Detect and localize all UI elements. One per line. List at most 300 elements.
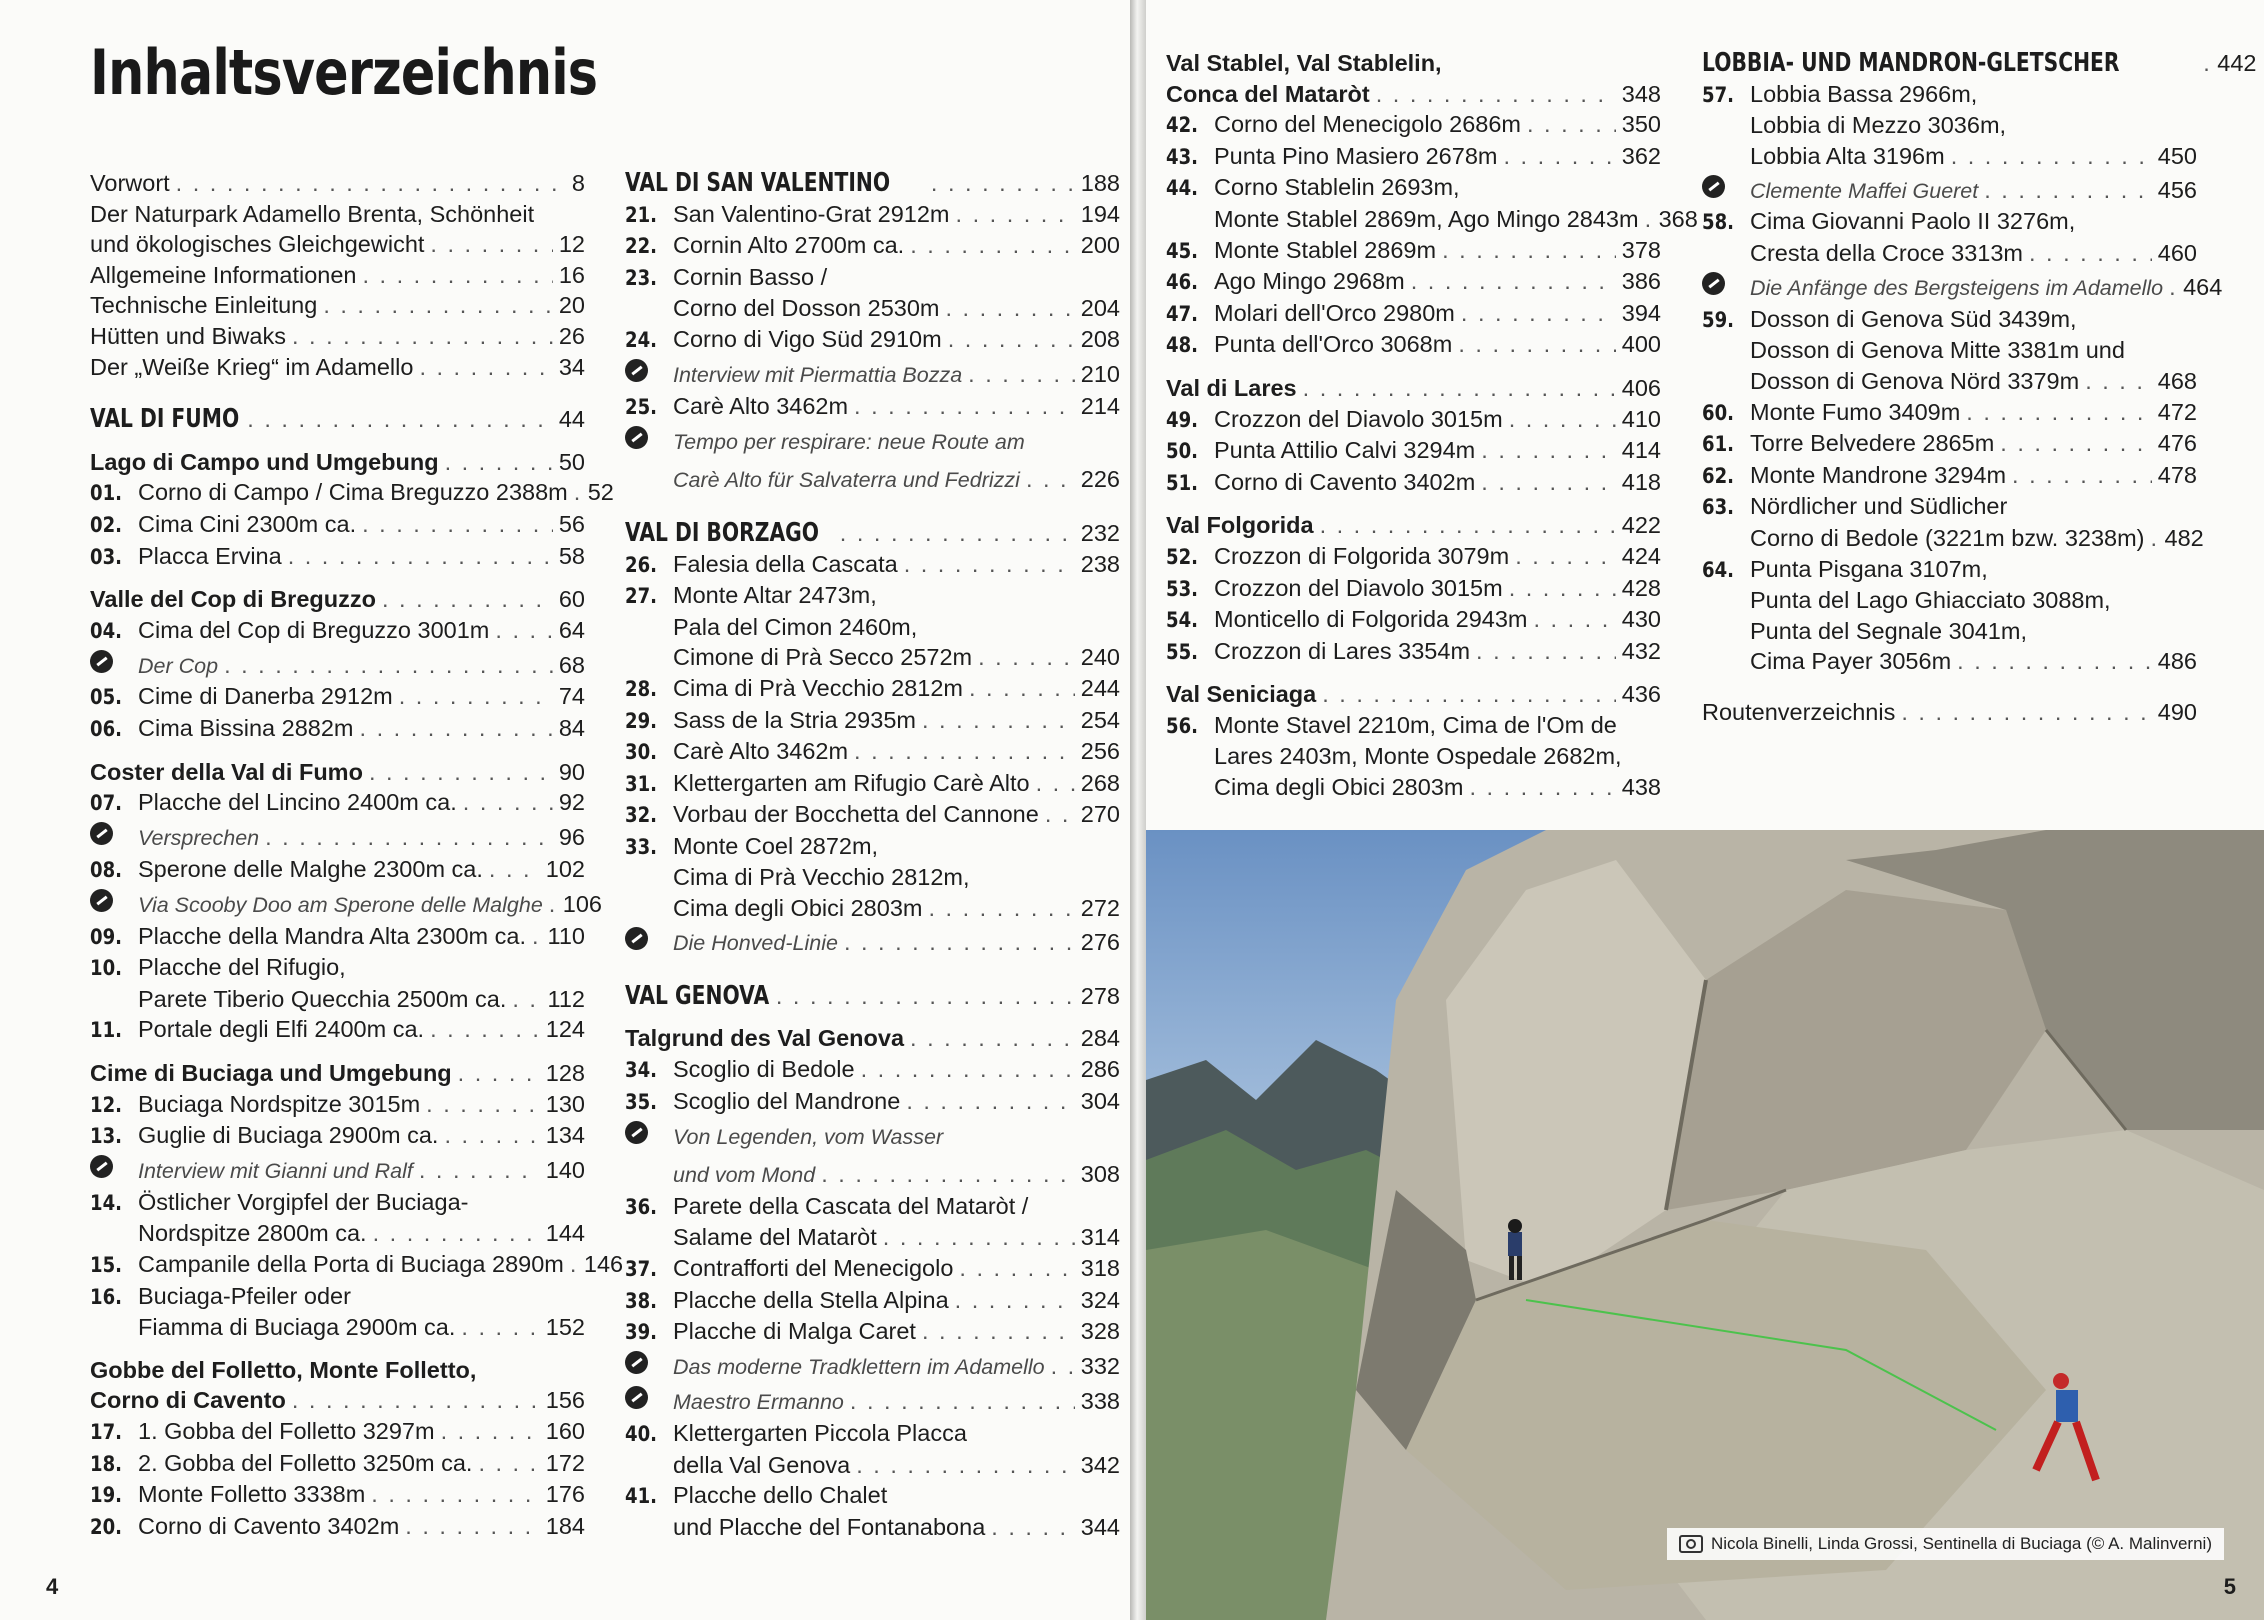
- route-number: 33.: [625, 834, 657, 859]
- entry-title: Salame del Mataròt: [673, 1224, 877, 1251]
- toc-entry: [1166, 298, 1661, 330]
- dot-leader: [1469, 772, 1615, 803]
- entry-title: Guglie di Buciaga 2900m ca.: [138, 1122, 439, 1149]
- dot-leader: [1320, 510, 1616, 541]
- route-number: 17.: [90, 1419, 122, 1444]
- entry-title: Clemente Maffei Gueret: [1750, 178, 1979, 203]
- route-number: 12.: [90, 1092, 122, 1117]
- toc-entry: [1166, 573, 1661, 605]
- toc-entry: [90, 1058, 585, 1089]
- entry-title: Placche della Stella Alpina: [673, 1286, 949, 1313]
- toc-entry: [1166, 510, 1661, 541]
- entry-title: Sperone delle Malghe 2300m ca.: [138, 855, 483, 882]
- toc-entry: [90, 541, 585, 573]
- entry-title: Buciaga-Pfeiler oder: [138, 1282, 351, 1309]
- dot-leader: [2203, 48, 2211, 79]
- story-marker-icon: [1702, 171, 1750, 201]
- route-number: 59.: [1702, 307, 1734, 332]
- toc-entry: [90, 321, 585, 352]
- dot-leader: [288, 541, 553, 572]
- toc-entry: [1166, 404, 1661, 436]
- toc-entry: [625, 1117, 1120, 1152]
- entry-title: Monte Stablel 2869m: [1214, 236, 1437, 263]
- dot-leader: [1481, 467, 1616, 498]
- entry-title: Gobbe del Folletto, Monte Folletto,: [90, 1356, 477, 1383]
- dot-leader: [373, 1218, 540, 1249]
- route-number: 51.: [1166, 470, 1198, 495]
- entry-title: Punta Attilio Calvi 3294m: [1214, 437, 1476, 464]
- entry-page: 140: [545, 1157, 585, 1184]
- dot-leader: [419, 352, 552, 383]
- entry-page: 430: [1621, 606, 1661, 633]
- toc-entry: [625, 1054, 1120, 1086]
- entry-page: 314: [1080, 1224, 1120, 1251]
- toc-entry: [625, 705, 1120, 737]
- entry-page: 226: [1080, 466, 1120, 493]
- toc-entry: [1166, 772, 1661, 803]
- toc-entry: [625, 1086, 1120, 1118]
- toc-entry: [625, 1480, 1120, 1512]
- dot-leader: [574, 477, 582, 508]
- entry-title: Nordspitze 2800m ca.: [138, 1220, 367, 1247]
- toc-entry: [625, 642, 1120, 673]
- toc-entry: [90, 290, 585, 321]
- dot-leader: [946, 293, 1075, 324]
- entry-title: Torre Belvedere 2865m: [1750, 430, 1995, 457]
- entry-page: 328: [1080, 1318, 1120, 1345]
- route-number: 34.: [625, 1057, 657, 1082]
- story-marker-icon: [625, 356, 673, 386]
- photo-illustration: [1146, 830, 2264, 1620]
- dot-leader: [265, 822, 553, 853]
- entry-title: Campanile della Porta di Buciaga 2890m: [138, 1251, 564, 1277]
- toc-entry: [1166, 109, 1661, 141]
- entry-title: Molari dell'Orco 2980m: [1214, 299, 1455, 326]
- dot-leader: [445, 447, 553, 478]
- entry-page: 194: [1080, 200, 1120, 227]
- dot-leader: [955, 1285, 1075, 1316]
- entry-title: LOBBIA- UND MANDRON-GLETSCHER: [1702, 48, 2120, 78]
- right-page: [1146, 0, 2264, 1620]
- toc-entry: [625, 673, 1120, 705]
- story-marker-icon: [90, 1152, 138, 1182]
- entry-title: Punta del Segnale 3041m,: [1750, 617, 2027, 644]
- entry-title: Carè Alto 3462m: [673, 392, 849, 419]
- dot-leader: [922, 705, 1075, 736]
- dot-leader: [382, 584, 553, 615]
- toc-entry: [90, 1511, 585, 1543]
- page-number-right: 5: [2223, 1574, 2236, 1599]
- entry-title: Ago Mingo 2968m: [1214, 268, 1405, 295]
- dot-leader: [856, 1450, 1075, 1481]
- dot-leader: [1051, 1351, 1075, 1382]
- dot-leader: [854, 736, 1075, 767]
- dot-leader: [1509, 573, 1616, 604]
- toc-entry: [1702, 697, 2197, 728]
- entry-title: Cime di Danerba 2912m: [138, 683, 393, 710]
- entry-title: Fiamma di Buciaga 2900m ca.: [138, 1314, 456, 1341]
- route-number: 28.: [625, 676, 657, 701]
- dot-leader: [224, 650, 553, 681]
- entry-page: 152: [545, 1314, 585, 1341]
- toc-entry: [90, 1385, 585, 1416]
- dot-leader: [362, 509, 553, 540]
- entry-page: 428: [1621, 574, 1661, 601]
- entry-page: 490: [2157, 698, 2197, 725]
- entry-page: 436: [1621, 681, 1661, 708]
- entry-page: 128: [545, 1059, 585, 1086]
- dot-leader: [1481, 435, 1616, 466]
- dot-leader: [969, 673, 1075, 704]
- entry-page: 468: [2157, 367, 2197, 394]
- toc-entry: [1702, 460, 2197, 492]
- toc-entry: [625, 924, 1120, 959]
- entry-title: Corno di Cavento 3402m: [1214, 468, 1476, 495]
- entry-title: Corno Stablelin 2693m,: [1214, 174, 1460, 201]
- dot-leader: [1534, 604, 1616, 635]
- entry-title: Cima Payer 3056m: [1750, 648, 1952, 675]
- route-number: 58.: [1702, 210, 1734, 235]
- entry-title: Dosson di Genova Süd 3439m,: [1750, 305, 2077, 332]
- toc-entry: [625, 862, 1120, 893]
- dot-leader: [489, 854, 540, 885]
- dot-leader: [1476, 636, 1616, 667]
- entry-page: 244: [1080, 674, 1120, 701]
- dot-leader: [176, 168, 566, 199]
- page-number-left: 4: [46, 1574, 59, 1599]
- entry-title: Placche del Lincino 2400m ca.: [138, 789, 457, 816]
- entry-page: 286: [1080, 1055, 1120, 1082]
- dot-leader: [419, 1155, 540, 1186]
- toc-entry: [625, 893, 1120, 924]
- route-number: 54.: [1166, 608, 1198, 633]
- route-number: 07.: [90, 791, 122, 816]
- dot-leader: [478, 1448, 539, 1479]
- route-number: 47.: [1166, 301, 1198, 326]
- toc-entry: [625, 1450, 1120, 1481]
- toc-entry: [1166, 679, 1661, 710]
- entry-page: 270: [1080, 801, 1120, 828]
- route-number: 24.: [625, 327, 657, 352]
- toc-entry: [1702, 428, 2197, 460]
- toc-entry: [625, 1418, 1120, 1450]
- entry-title: Val Stablel, Val Stablelin,: [1166, 50, 1442, 76]
- entry-title: Der Cop: [138, 653, 219, 678]
- entry-title: Scoglio del Mandrone: [673, 1087, 901, 1114]
- toc-entry: [625, 356, 1120, 391]
- route-number: 40.: [625, 1421, 657, 1446]
- dot-leader: [2085, 366, 2152, 397]
- route-number: 55.: [1166, 639, 1198, 664]
- route-number: 52.: [1166, 544, 1198, 569]
- toc-entry: [1166, 435, 1661, 467]
- entry-title: Maestro Ermanno: [673, 1390, 844, 1415]
- entry-page: 60: [558, 586, 585, 613]
- toc-entry: [625, 457, 1120, 496]
- toc-entry: [1702, 79, 2197, 111]
- entry-page: 52: [587, 479, 614, 506]
- entry-page: 96: [558, 824, 585, 851]
- toc-entry: [90, 819, 585, 854]
- entry-title: Die Honved-Linie: [673, 931, 838, 956]
- route-number: 15.: [90, 1253, 122, 1277]
- entry-title: Lobbia Bassa 2966m,: [1750, 80, 1978, 107]
- dot-leader: [549, 889, 557, 920]
- entry-page: 308: [1080, 1161, 1120, 1188]
- toc-entry: [1702, 269, 2223, 304]
- toc-entry: [1166, 172, 1661, 204]
- dot-leader: [1515, 541, 1616, 572]
- entry-title: Val Folgorida: [1166, 512, 1314, 539]
- toc-entry: [1166, 541, 1661, 573]
- entry-title: Der „Weiße Krieg“ im Adamello: [90, 353, 414, 380]
- route-number: 32.: [625, 803, 657, 828]
- entry-title: Cresta della Croce 3313m: [1750, 240, 2023, 267]
- climbing-photo: [1146, 830, 2264, 1620]
- toc-column-1: [90, 168, 624, 1542]
- entry-title: Lobbia di Mezzo 3036m,: [1750, 112, 2007, 139]
- entry-page: 318: [1080, 1255, 1120, 1281]
- entry-page: 44: [558, 406, 585, 433]
- toc-entry: [1166, 467, 1661, 499]
- entry-page: 188: [1080, 170, 1120, 196]
- entry-page: 450: [2157, 142, 2197, 169]
- entry-title: und Placche del Fontanabona: [673, 1513, 986, 1540]
- entry-title: Via Scooby Doo am Sperone delle Malghe: [138, 892, 543, 917]
- dot-leader: [910, 1023, 1075, 1054]
- dot-leader: [532, 921, 542, 952]
- entry-page: 460: [2157, 240, 2197, 267]
- toc-entry: [90, 1448, 585, 1480]
- toc-entry: [1702, 238, 2197, 269]
- toc-entry: [625, 549, 1120, 581]
- entry-title: Corno di Vigo Süd 2910m: [673, 325, 942, 352]
- toc-entry: [1702, 171, 2197, 206]
- route-number: 11.: [90, 1018, 122, 1043]
- dot-leader: [776, 981, 1075, 1012]
- route-number: 26.: [625, 552, 657, 577]
- entry-title: Pala del Cimon 2460m,: [673, 613, 918, 640]
- entry-page: 406: [1621, 374, 1661, 401]
- dot-leader: [441, 1416, 540, 1447]
- entry-title: Carè Alto 3462m: [673, 738, 849, 765]
- dot-leader: [360, 713, 553, 744]
- entry-page: 362: [1621, 142, 1661, 169]
- entry-page: 278: [1080, 982, 1120, 1009]
- entry-title: Parete della Cascata del Mataròt /: [673, 1192, 1029, 1219]
- toc-entry: [625, 391, 1120, 423]
- entry-title: Corno del Menecigolo 2686m: [1214, 111, 1521, 138]
- entry-page: 58: [558, 542, 585, 569]
- toc-entry: [1166, 204, 1698, 235]
- route-number: 29.: [625, 708, 657, 733]
- entry-page: 476: [2157, 430, 2197, 457]
- dot-leader: [430, 1014, 540, 1045]
- dot-leader: [1957, 646, 2152, 677]
- entry-page: 464: [2183, 274, 2223, 301]
- entry-title: Cima di Prà Vecchio 2812m,: [673, 864, 970, 891]
- entry-page: 20: [558, 292, 585, 319]
- entry-title: Scoglio di Bedole: [673, 1055, 855, 1082]
- dot-leader: [1303, 373, 1616, 404]
- toc-entry: [625, 1152, 1120, 1191]
- dot-leader: [1045, 799, 1075, 830]
- route-number: 10.: [90, 956, 122, 981]
- dot-leader: [292, 321, 553, 352]
- entry-title: Portale degli Elfi 2400m ca.: [138, 1016, 425, 1043]
- entry-page: 254: [1080, 706, 1120, 733]
- entry-title: Klettergarten Piccola Placca: [673, 1419, 967, 1446]
- toc-entry: [625, 1316, 1120, 1348]
- toc-column-2: [625, 168, 1120, 1542]
- dot-leader: [1901, 697, 2151, 728]
- entry-page: 130: [545, 1090, 585, 1117]
- route-number: 25.: [625, 394, 657, 419]
- entry-page: 386: [1621, 268, 1661, 295]
- dot-leader: [1951, 141, 2152, 172]
- route-number: 01.: [90, 481, 122, 506]
- toc-entry: [625, 1512, 1120, 1543]
- dot-leader: [463, 787, 553, 818]
- entry-title: Cima Giovanni Paolo II 3276m,: [1750, 208, 2076, 235]
- entry-page: 146: [583, 1251, 624, 1277]
- route-number: 38.: [625, 1288, 657, 1313]
- entry-title: Östlicher Vorgipfel der Buciaga-: [138, 1188, 469, 1215]
- dot-leader: [1458, 329, 1615, 360]
- entry-title: Versprechen: [138, 826, 260, 851]
- route-number: 31.: [625, 771, 657, 796]
- toc-entry: [90, 615, 585, 647]
- entry-title: Interview mit Piermattia Bozza: [673, 363, 963, 388]
- route-number: 41.: [625, 1484, 657, 1509]
- entry-title: VAL DI BORZAGO: [625, 517, 820, 548]
- route-number: 35.: [625, 1089, 657, 1114]
- entry-page: 414: [1621, 437, 1661, 464]
- entry-title: Monte Mandrone 3294m: [1750, 461, 2007, 488]
- entry-title: Cornin Alto 2700m ca.: [673, 232, 905, 259]
- route-number: 03.: [90, 544, 122, 569]
- entry-title: Cima del Cop di Breguzzo 3001m: [138, 616, 490, 643]
- toc-entry: [1702, 366, 2197, 397]
- dot-leader: [458, 1058, 540, 1089]
- route-number: 16.: [90, 1284, 122, 1309]
- entry-title: Contrafforti del Menecigolo: [673, 1255, 954, 1281]
- toc-entry: [90, 260, 585, 291]
- toc-entry: [625, 799, 1120, 831]
- toc-entry: [625, 168, 1120, 199]
- route-number: 08.: [90, 857, 122, 882]
- entry-page: 84: [558, 715, 585, 741]
- toc-entry: [625, 324, 1120, 356]
- toc-entry: [1702, 397, 2197, 429]
- route-number: 20.: [90, 1514, 122, 1539]
- entry-page: 134: [545, 1122, 585, 1149]
- toc-entry: [90, 1089, 585, 1121]
- dot-leader: [426, 1089, 540, 1120]
- entry-page: 268: [1080, 769, 1120, 796]
- entry-page: 214: [1080, 392, 1120, 419]
- photo-caption-text: Nicola Binelli, Linda Grossi, Sentinella di Buciaga (© A. Malinverni): [1710, 1534, 2212, 1553]
- entry-title: und ökologisches Gleichgewicht: [90, 231, 425, 258]
- entry-title: Coster della Val di Fumo: [90, 758, 363, 785]
- route-number: 05.: [90, 685, 122, 710]
- toc-entry: [625, 1285, 1120, 1317]
- toc-entry: [1702, 141, 2197, 172]
- entry-page: 368: [1658, 205, 1698, 232]
- toc-entry: [625, 293, 1120, 324]
- toc-entry: [90, 952, 585, 984]
- toc-entry: [90, 921, 585, 953]
- toc-entry: [90, 404, 585, 435]
- route-number: 56.: [1166, 713, 1198, 738]
- story-marker-icon: [625, 1117, 673, 1147]
- dot-leader: [247, 404, 553, 435]
- dot-leader: [854, 391, 1075, 422]
- entry-page: 424: [1621, 542, 1661, 569]
- entry-page: 176: [545, 1481, 585, 1508]
- toc-entry: [625, 230, 1120, 262]
- entry-title: Corno del Dosson 2530m: [673, 295, 940, 322]
- entry-title: Corno di Campo / Cima Breguzzo 2388m: [138, 479, 568, 506]
- dot-leader: [928, 893, 1074, 924]
- toc-entry: [90, 787, 585, 819]
- entry-page: 432: [1621, 637, 1661, 664]
- dot-leader: [883, 1222, 1075, 1253]
- entry-page: 342: [1080, 1451, 1120, 1478]
- dot-leader: [1984, 175, 2152, 206]
- toc-entry: [1702, 616, 2197, 647]
- entry-page: 124: [545, 1016, 585, 1043]
- entry-title: VAL DI SAN VALENTINO: [625, 168, 891, 198]
- entry-title: Vorwort: [90, 170, 170, 196]
- toc-entry: [90, 713, 585, 745]
- entry-title: Punta Pino Masiero 2678m: [1214, 142, 1498, 169]
- toc-entry: [625, 1222, 1120, 1253]
- route-number: 61.: [1702, 432, 1734, 457]
- entry-title: Monte Stablel 2869m, Ago Mingo 2843m: [1214, 205, 1639, 232]
- route-number: 57.: [1702, 82, 1734, 107]
- entry-title: Dosson di Genova Mitte 3381m und: [1750, 337, 2125, 364]
- dot-leader: [430, 229, 552, 260]
- toc-entry: [1166, 235, 1661, 267]
- entry-title: Monte Fumo 3409m: [1750, 398, 1961, 425]
- entry-page: 400: [1621, 331, 1661, 358]
- toc-entry: [90, 1014, 585, 1046]
- route-number: 36.: [625, 1194, 657, 1219]
- entry-title: VAL DI FUMO: [90, 404, 240, 435]
- toc-entry: [90, 1152, 585, 1187]
- toc-entry: [90, 1218, 585, 1249]
- dot-leader: [1503, 141, 1615, 172]
- toc-entry: [625, 768, 1120, 800]
- toc-entry: [625, 262, 1120, 294]
- entry-page: 442: [2217, 50, 2257, 76]
- entry-page: 394: [1621, 299, 1661, 326]
- toc-column-3: [1166, 48, 1698, 803]
- entry-title: 2. Gobba del Folletto 3250m ca.: [138, 1449, 473, 1476]
- dot-leader: [991, 1512, 1075, 1543]
- entry-title: Crozzon di Lares 3354m: [1214, 637, 1471, 664]
- route-number: 63.: [1702, 495, 1734, 520]
- entry-title: Cima degli Obici 2803m: [673, 895, 923, 922]
- route-number: 46.: [1166, 270, 1198, 295]
- dot-leader: [2151, 523, 2159, 554]
- entry-title: Monte Stavel 2210m, Cima de l'Om de: [1214, 711, 1617, 738]
- dot-leader: [405, 1511, 540, 1542]
- toc-entry: [90, 681, 585, 713]
- entry-page: 232: [1080, 519, 1120, 546]
- entry-title: 1. Gobba del Folletto 3297m: [138, 1417, 435, 1444]
